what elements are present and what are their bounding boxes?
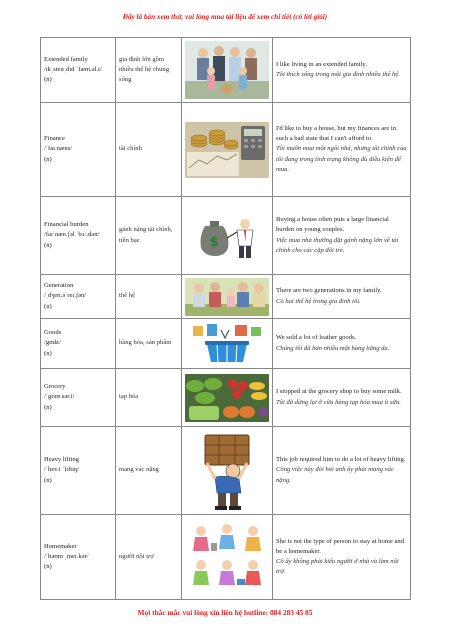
example-cell [273,369,411,427]
meaning-cell: gia đình lớn gồm nhiều thế hệ chung sống [116,38,182,103]
table-row [41,369,411,427]
part-of-speech: (n) [44,563,52,571]
example-vietnamese: Chúng tôi đã bán nhiều mặt hàng bằng da. [276,344,390,352]
table-row [41,197,411,275]
part-of-speech: (n) [44,241,52,249]
example-cell [273,515,411,600]
coins-and-calculator-photo-icon [185,122,269,178]
example-vietnamese: Tôi đã dừng lại ở cửa hàng tạp hóa mua ít sữa. [276,398,401,406]
example-english: Buying a house often puts a large financial burden on young couples. [276,216,389,234]
meaning-cell: tài chính [116,103,182,197]
grocery-produce-photo-icon [185,374,269,422]
example-cell [273,427,411,515]
word-cell [41,427,116,515]
money-bag-burden-illustration-icon [185,212,269,260]
example-vietnamese: Cô ấy không phải kiểu người ở nhà và làm nội trợ. [276,558,399,576]
example-vietnamese: Việc mua nhà thường đặt gánh nặng lớn về tài chính cho các cặp đôi trẻ. [276,236,399,254]
ipa: /faɪˈnæn.ʃəl ˈbɜː.dən/ [44,231,100,239]
word: Finance [44,135,65,143]
table-row [41,319,411,369]
meaning-cell: tạp hóa [116,369,182,427]
part-of-speech: (n) [44,476,52,484]
example-vietnamese: Có hai thế hệ trong gia đình tôi. [276,297,361,305]
image-cell [182,275,273,319]
meaning-cell: hàng hóa, sản phẩm [116,319,182,369]
vocabulary-table [40,37,411,600]
ipa: /ˈhəʊm ˌmeɪ.kər/ [44,552,89,560]
homemaker-chores-cartoon-icon [185,519,269,595]
image-cell [182,38,273,103]
word-cell [41,103,116,197]
generations-family-photo-icon [185,278,269,316]
example-english: There are two generations in my family. [276,287,382,295]
image-cell [182,369,273,427]
shopping-basket-icon [185,322,269,366]
word: Extended family [44,55,88,63]
example-english: She is not the type of person to stay at home and be a homemaker. [276,537,405,555]
example-vietnamese: Tôi muốn mua một ngôi nhà, nhưng tài chính của tôi đang trong tình trạng không đủ điều kiện để mua. [276,145,407,173]
table-row [41,427,411,515]
image-cell [182,319,273,369]
ipa: /ɪkˌstenˌdɪd ˈfæm.əl.i/ [44,65,102,73]
extended-family-photo-icon [185,41,269,99]
ipa: /ˈhev.i ˈlɪftɪŋ/ [44,466,80,474]
hotline-footer: Mọi thắc mắc vui lòng xin liên hệ hotline: 084 283 45 85 [137,608,313,617]
word-cell [41,369,116,427]
table-row [41,515,411,600]
example-cell [273,319,411,369]
example-english: This job required him to do a lot of heavy lifting. [276,456,406,464]
meaning-cell: gánh nặng tài chính, tiền bạc [116,197,182,275]
image-cell [182,515,273,600]
part-of-speech: (n) [44,349,52,357]
meaning-cell: mang vác nặng [116,427,182,515]
word: Grocery [44,383,66,391]
example-cell [273,38,411,103]
example-vietnamese: Công việc này đòi hỏi anh ấy phải mang vác nặng. [276,466,394,484]
table-row [41,103,411,197]
image-cell [182,103,273,197]
example-english: I stopped at the grocery shop to buy some milk. [276,388,402,396]
table-row [41,38,411,103]
word-cell [41,515,116,600]
example-cell [273,103,411,197]
word: Heavy lifting [44,456,79,464]
example-english: I like living in an extended family. [276,60,367,68]
meaning-cell: thế hệ [116,275,182,319]
meaning-cell: người nội trợ [116,515,182,600]
preview-notice-header: Đây là bản xem thử, vui lòng mua tài liệu để xem chi tiết (có lời giải) [122,13,328,21]
word: Homemaker [44,542,77,550]
part-of-speech: (n) [44,302,52,310]
table-row [41,275,411,319]
part-of-speech: (n) [44,155,52,163]
example-vietnamese: Tôi thích sống trong một gia đình nhiều thế hệ. [276,71,400,78]
ipa: /ˈgrəʊ.sər.i/ [44,393,75,401]
svg-text:$: $ [209,234,219,250]
word-cell [41,38,116,103]
man-carrying-crate-cartoon-icon [185,431,269,511]
image-cell [182,197,273,275]
word: Financial burden [44,221,89,229]
ipa: /gʊdz/ [44,339,61,347]
word: Goods [44,329,62,337]
example-english: We sold a lot of leather goods. [276,334,357,342]
word-cell [41,197,116,275]
ipa: /ˈfaɪ.næns/ [44,145,73,153]
example-english: I'd like to buy a house, but my finances are in such a bad state that I can't afford to. [276,124,397,143]
word: Generation [44,282,74,290]
example-cell [273,275,411,319]
part-of-speech: (n) [44,76,52,84]
image-cell [182,427,273,515]
word-cell [41,275,116,319]
part-of-speech: (n) [44,403,52,411]
word-cell [41,319,116,369]
ipa: /ˌdʒen.əˈreɪ.ʃən/ [44,292,87,300]
example-cell [273,197,411,275]
